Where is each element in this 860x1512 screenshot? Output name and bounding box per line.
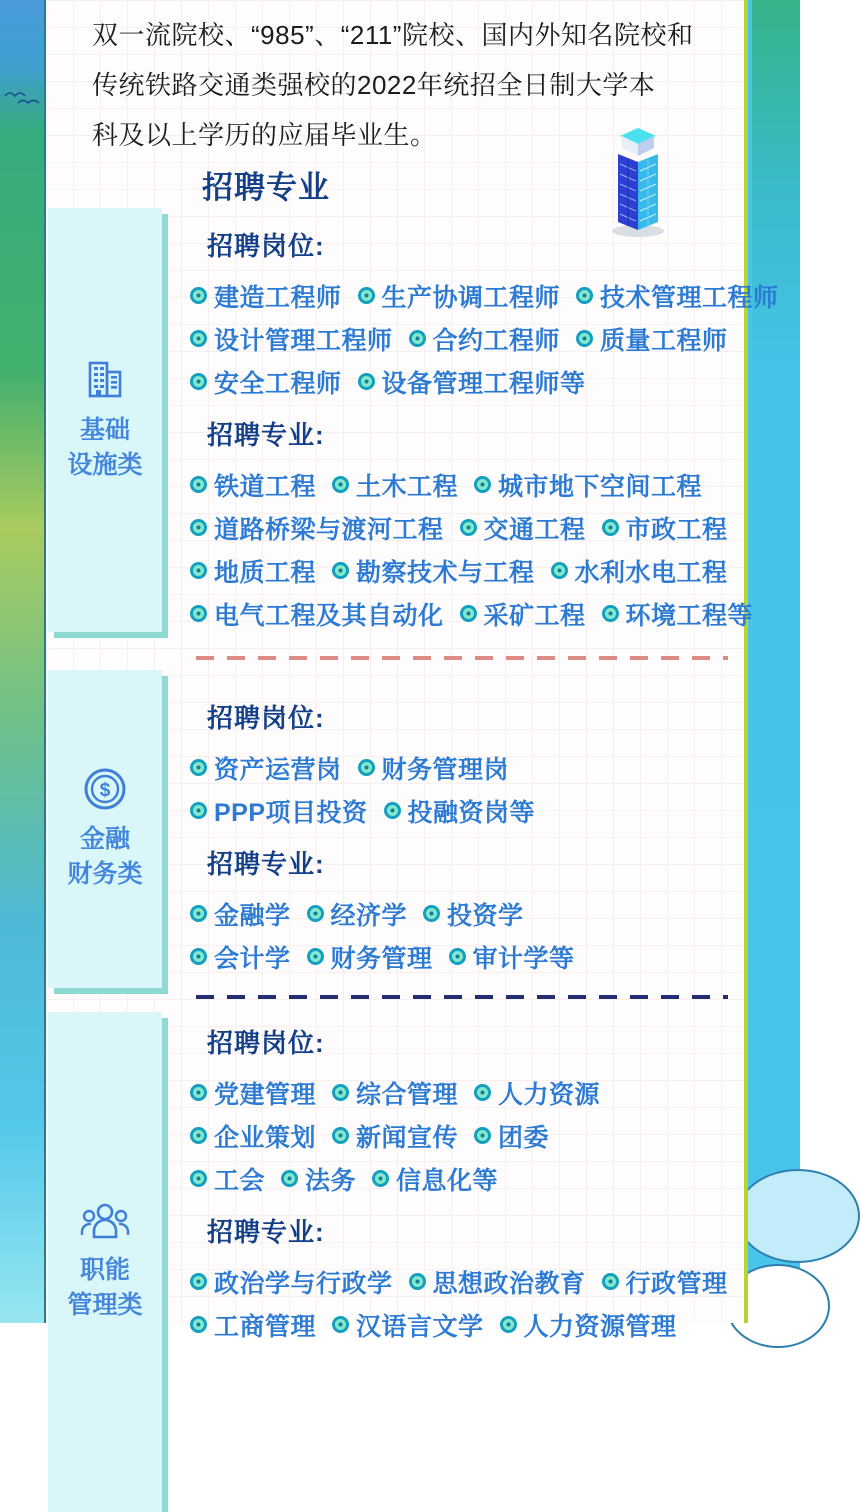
- list-item-label: 水利水电工程: [574, 558, 728, 587]
- list-item: [449, 939, 575, 975]
- section-finance: [190, 700, 765, 978]
- list-item: [281, 1161, 356, 1197]
- list-item: [423, 896, 524, 932]
- bullet-icon: [409, 330, 426, 347]
- category-label: [67, 822, 142, 892]
- majors-heading: 招聘专业:: [207, 420, 325, 450]
- list-item: [190, 1264, 393, 1300]
- list-item: [602, 1264, 728, 1300]
- bullet-icon: [190, 1170, 207, 1187]
- list-item: [332, 467, 458, 503]
- bullet-icon: [474, 1084, 491, 1101]
- list-item: [460, 510, 586, 546]
- positions-list: [190, 746, 765, 832]
- list-item: [190, 1161, 265, 1197]
- list-item-label: 思想政治教育: [432, 1269, 586, 1298]
- list-item: [190, 896, 291, 932]
- list-row: [190, 274, 779, 317]
- list-item: [190, 750, 342, 786]
- list-item-label: 新闻宣传: [356, 1123, 459, 1152]
- bullet-icon: [307, 948, 324, 965]
- bullet-icon: [602, 605, 619, 622]
- list-item-label: 交通工程: [483, 515, 586, 544]
- list-item: [602, 510, 728, 546]
- list-item-label: 城市地下空间工程: [498, 472, 703, 501]
- bullet-icon: [332, 1127, 349, 1144]
- bullet-icon: [474, 476, 491, 493]
- category-label-line: 职能: [79, 1256, 130, 1284]
- bullet-icon: [190, 1316, 207, 1333]
- bullet-icon: [460, 605, 477, 622]
- list-item-label: 资产运营岗: [214, 755, 342, 784]
- list-item-label: 工商管理: [214, 1312, 317, 1341]
- section-infrastructure: [190, 228, 779, 635]
- bullet-icon: [358, 373, 375, 390]
- section-divider: [196, 656, 728, 660]
- list-item-label: 汉语言文学: [356, 1312, 484, 1341]
- positions-heading: 招聘岗位:: [207, 703, 325, 733]
- bullet-icon: [190, 948, 207, 965]
- list-item-label: 生产协调工程师: [381, 283, 561, 312]
- list-item-label: 金融学: [214, 901, 291, 930]
- list-item: [190, 278, 342, 314]
- bullet-icon: [423, 905, 440, 922]
- list-item: [474, 467, 702, 503]
- list-row: [190, 746, 765, 789]
- list-item: [409, 1264, 586, 1300]
- list-item-label: 市政工程: [625, 515, 728, 544]
- list-item: [358, 364, 586, 400]
- bird-doodle-icon: [4, 88, 40, 108]
- bullet-icon: [576, 287, 593, 304]
- left-decoration-strip: [0, 0, 44, 1323]
- list-item: [358, 278, 561, 314]
- list-item-label: 设备管理工程师等: [381, 369, 586, 398]
- list-item: [474, 1118, 549, 1154]
- list-item-label: 设计管理工程师: [214, 326, 393, 355]
- category-label: [67, 413, 142, 483]
- majors-list: [190, 463, 765, 635]
- intro-line: 传统铁路交通类强校的2022年统招全日制大学本: [92, 70, 656, 100]
- bullet-icon: [190, 905, 207, 922]
- list-item-label: 地质工程: [214, 558, 317, 587]
- dollar-coin-icon: [82, 766, 128, 812]
- positions-heading: 招聘岗位:: [207, 1028, 325, 1058]
- list-item: [307, 896, 408, 932]
- bullet-icon: [190, 476, 207, 493]
- list-item-label: 铁道工程: [214, 472, 317, 501]
- list-item-label: 安全工程师: [214, 369, 342, 398]
- list-item: [460, 596, 586, 632]
- category-label: [67, 1253, 142, 1323]
- bullet-icon: [307, 905, 324, 922]
- list-item: [190, 1075, 316, 1111]
- list-item: [332, 553, 535, 589]
- list-row: [190, 1114, 765, 1157]
- bullet-icon: [190, 1084, 207, 1101]
- list-item: [576, 278, 779, 314]
- list-item: [332, 1075, 458, 1111]
- list-item-label: 人力资源管理: [523, 1312, 677, 1341]
- list-item-label: 政治学与行政学: [214, 1269, 393, 1298]
- intro-line: 科及以上学历的应届毕业生。: [92, 120, 437, 150]
- list-row: [190, 1303, 765, 1346]
- list-item-label: 勘察技术与工程: [356, 558, 535, 587]
- bullet-icon: [500, 1316, 517, 1333]
- list-item: [474, 1075, 600, 1111]
- category-card-management: [48, 1012, 162, 1512]
- list-item: [332, 1118, 458, 1154]
- majors-list: [190, 892, 765, 978]
- list-row: [190, 1260, 765, 1303]
- list-item-label: 采矿工程: [483, 601, 586, 630]
- list-item: [190, 364, 342, 400]
- category-label-line: 管理类: [67, 1291, 143, 1319]
- positions-list: [190, 274, 779, 403]
- list-item-label: 法务: [305, 1166, 357, 1195]
- bullet-icon: [602, 1273, 619, 1290]
- bullet-icon: [190, 1127, 207, 1144]
- positions-list: [190, 1071, 765, 1200]
- list-row: [190, 1157, 765, 1200]
- list-item: [190, 793, 368, 829]
- bullet-icon: [190, 1273, 207, 1290]
- list-row: [190, 360, 765, 403]
- bullet-icon: [460, 519, 477, 536]
- bullet-icon: [190, 330, 207, 347]
- list-item: [500, 1307, 677, 1343]
- bullet-icon: [576, 330, 593, 347]
- list-row: [190, 1071, 765, 1114]
- bullet-icon: [474, 1127, 491, 1144]
- bullet-icon: [384, 802, 401, 819]
- list-item-label: 土木工程: [356, 472, 459, 501]
- list-item: [190, 596, 444, 632]
- section-management: [190, 1025, 765, 1346]
- list-row: [190, 549, 765, 592]
- bullet-icon: [332, 476, 349, 493]
- bullet-icon: [358, 759, 375, 776]
- list-item: [190, 939, 291, 975]
- skyscraper-illustration-icon: [598, 126, 678, 238]
- bullet-icon: [190, 562, 207, 579]
- list-item-label: 信息化等: [396, 1166, 499, 1195]
- list-item-label: 经济学: [330, 901, 408, 930]
- bullet-icon: [190, 759, 207, 776]
- list-item-label: 财务管理: [330, 944, 433, 973]
- bullet-icon: [190, 373, 207, 390]
- people-group-icon: [80, 1201, 130, 1243]
- list-item: [190, 1118, 316, 1154]
- list-item-label: 质量工程师: [600, 326, 728, 355]
- list-item: [358, 750, 510, 786]
- list-item: [602, 596, 754, 632]
- list-item-label: 工会: [214, 1166, 266, 1195]
- list-item-label: 企业策划: [214, 1123, 317, 1152]
- list-item-label: 行政管理: [625, 1269, 728, 1298]
- majors-heading: 招聘专业:: [207, 849, 325, 879]
- list-item-label: 人力资源: [498, 1080, 601, 1109]
- bullet-icon: [281, 1170, 298, 1187]
- bullet-icon: [190, 519, 207, 536]
- list-item: [190, 1307, 316, 1343]
- positions-heading: 招聘岗位:: [207, 231, 325, 261]
- category-label-line: 财务类: [67, 860, 143, 888]
- bullet-icon: [332, 1084, 349, 1101]
- bullet-icon: [190, 605, 207, 622]
- list-item-label: 环境工程等: [625, 601, 754, 630]
- list-item-label: 道路桥梁与渡河工程: [214, 515, 444, 544]
- content-panel: [44, 0, 779, 1341]
- list-item-label: 技术管理工程师: [600, 283, 779, 312]
- bullet-icon: [602, 519, 619, 536]
- list-row: [190, 892, 765, 935]
- bullet-icon: [190, 802, 207, 819]
- list-row: [190, 463, 765, 506]
- list-item: [190, 321, 393, 357]
- bullet-icon: [551, 562, 568, 579]
- category-card-finance: [48, 670, 162, 988]
- list-item-label: 财务管理岗: [381, 755, 510, 784]
- list-item-label: PPP项目投资: [214, 798, 368, 827]
- list-item-label: 投融资岗等: [407, 798, 536, 827]
- section-divider: [196, 995, 728, 999]
- list-item: [372, 1161, 498, 1197]
- svg-text:$: $: [99, 780, 111, 801]
- list-item-label: 党建管理: [214, 1080, 317, 1109]
- list-row: [190, 935, 765, 978]
- list-row: [190, 506, 765, 549]
- list-row: [190, 317, 765, 360]
- bullet-icon: [332, 1316, 349, 1333]
- list-item-label: 团委: [498, 1123, 550, 1152]
- list-item-label: 会计学: [214, 944, 291, 973]
- list-item-label: 电气工程及其自动化: [214, 601, 444, 630]
- category-label-line: 金融: [79, 825, 130, 853]
- list-row: [190, 789, 765, 832]
- list-item: [190, 553, 316, 589]
- list-item-label: 综合管理: [356, 1080, 459, 1109]
- bullet-icon: [190, 287, 207, 304]
- list-item: [551, 553, 728, 589]
- list-item: [576, 321, 728, 357]
- bullet-icon: [409, 1273, 426, 1290]
- list-item: [332, 1307, 484, 1343]
- bullet-icon: [449, 948, 466, 965]
- category-label-line: 基础: [79, 416, 130, 444]
- bullet-icon: [372, 1170, 389, 1187]
- majors-heading: 招聘专业:: [207, 1217, 325, 1247]
- list-item-label: 建造工程师: [214, 283, 342, 312]
- list-item: [307, 939, 433, 975]
- list-item: [384, 793, 536, 829]
- list-item: [190, 510, 444, 546]
- bullet-icon: [332, 562, 349, 579]
- list-item-label: 投资学: [447, 901, 524, 930]
- list-item: [190, 467, 316, 503]
- category-card-infrastructure: [48, 208, 162, 632]
- bullet-icon: [358, 287, 375, 304]
- majors-list: [190, 1260, 765, 1346]
- list-row: [190, 592, 765, 635]
- list-item-label: 审计学等: [472, 944, 575, 973]
- list-item: [409, 321, 561, 357]
- category-label-line: 设施类: [67, 451, 143, 479]
- page-title: 招聘专业: [202, 170, 330, 205]
- buildings-icon: [82, 357, 128, 403]
- list-item-label: 合约工程师: [432, 326, 561, 355]
- intro-line: 双一流院校、“985”、“211”院校、国内外知名院校和: [92, 20, 694, 50]
